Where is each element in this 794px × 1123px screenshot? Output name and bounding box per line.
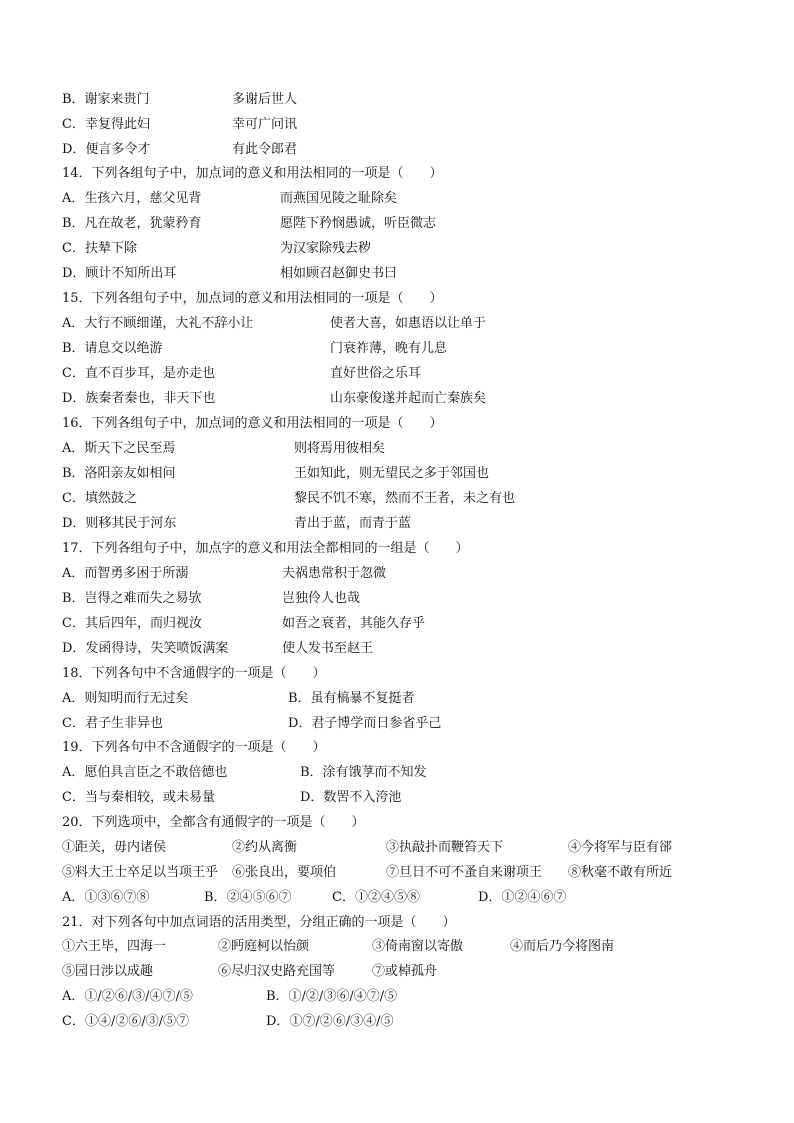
text-line xyxy=(0,512,794,536)
line-segment: 黎民不饥不寒，然而不王者，未之有也 xyxy=(294,491,516,506)
line-segment: 有此令郎君 xyxy=(232,142,298,157)
text-line xyxy=(0,985,794,1009)
line-segment: C．直不百步耳，是亦走也 xyxy=(62,366,215,381)
text-line xyxy=(0,387,794,411)
line-segment: D．便言多令才 xyxy=(62,142,151,157)
text-line xyxy=(0,886,794,910)
line-segment: 而燕国见陵之耻除矣 xyxy=(280,191,398,206)
line-segment: 15．下列各组句子中，加点词的意义和用法相同的一项是（ ） xyxy=(62,291,443,306)
line-segment: A．①③⑥⑦⑧ xyxy=(62,890,150,905)
line-segment: B．②④⑤⑥⑦ xyxy=(204,890,292,905)
text-line xyxy=(0,212,794,236)
line-segment: 王如知此，则无望民之多于邻国也 xyxy=(294,466,490,481)
line-segment: 使者大喜，如惠语以让单于 xyxy=(330,316,487,331)
line-segment: 为汉家除残去秽 xyxy=(280,241,372,256)
line-segment: ⑧秋毫不敢有所近 xyxy=(568,865,673,880)
line-segment: C．①②④⑤⑧ xyxy=(332,890,420,905)
line-segment: 16．下列各组句子中，加点词的意义和用法相同的一项是（ ） xyxy=(62,416,443,431)
text-line xyxy=(0,462,794,486)
line-segment: C．扶辇下除 xyxy=(62,241,137,256)
line-segment: B．请息交以绝游 xyxy=(62,341,163,356)
text-line xyxy=(0,312,794,336)
line-segment: ⑥张良出，要项伯 xyxy=(232,865,337,880)
line-segment: ③倚南窗以寄傲 xyxy=(372,939,464,954)
line-segment: ⑦或棹孤舟 xyxy=(372,964,438,979)
question-stem xyxy=(0,811,794,835)
line-segment: C．君子生非异也 xyxy=(62,716,163,731)
line-segment: ⑦旦日不可不蚤自来谢项王 xyxy=(386,865,543,880)
line-segment: ④而后乃今将图南 xyxy=(510,939,615,954)
question-stem xyxy=(0,662,794,686)
question-stem xyxy=(0,412,794,436)
line-segment: D．数罟不入洿池 xyxy=(300,790,402,805)
line-segment: 山东豪俊遂并起而亡秦族矣 xyxy=(330,391,487,406)
line-segment: A．则知明而行无过矣 xyxy=(62,691,189,706)
line-segment: 岂独伶人也哉 xyxy=(282,591,361,606)
line-segment: 14．下列各组句子中，加点词的意义和用法相同的一项是（ ） xyxy=(62,166,443,181)
line-segment: C．填然鼓之 xyxy=(62,491,137,506)
text-line xyxy=(0,935,794,959)
line-segment: 使人发书至赵王 xyxy=(282,641,374,656)
line-segment: B．虽有槁暴不复挺者 xyxy=(288,691,415,706)
line-segment: 幸可广问讯 xyxy=(232,117,298,132)
line-segment: A．大行不顾细谨，大礼不辞小让 xyxy=(62,316,254,331)
text-line xyxy=(0,836,794,860)
line-segment: 19．下列各句中不含通假字的一项是（ ） xyxy=(62,740,326,755)
line-segment: B．①/②/③⑥/④⑦/⑤ xyxy=(266,989,398,1004)
text-line xyxy=(0,187,794,211)
line-segment: D．发函得诗，失笑喷饭满案 xyxy=(62,641,229,656)
line-segment: ②眄庭柯以怡颜 xyxy=(218,939,310,954)
line-segment: B．岂得之难而失之易欤 xyxy=(62,591,202,606)
text-line xyxy=(0,761,794,785)
question-stem xyxy=(0,911,794,935)
line-segment: 18．下列各句中不含通假字的一项是（ ） xyxy=(62,666,326,681)
text-line xyxy=(0,88,794,112)
text-line xyxy=(0,138,794,162)
line-segment: 21．对下列各句中加点词语的活用类型，分组正确的一项是（ ） xyxy=(62,915,456,930)
line-segment: ④今将军与臣有郤 xyxy=(568,840,673,855)
line-segment: 门衰祚薄，晚有儿息 xyxy=(330,341,448,356)
text-line xyxy=(0,637,794,661)
text-line xyxy=(0,362,794,386)
line-segment: A．愿伯具言臣之不敢倍德也 xyxy=(62,765,228,780)
line-segment: 20．下列选项中，全都含有通假字的一项是（ ） xyxy=(62,815,365,830)
line-segment: ①六王毕，四海一 xyxy=(62,939,167,954)
line-segment: 愿陛下矜悯愚诚，听臣微志 xyxy=(280,216,437,231)
question-stem xyxy=(0,736,794,760)
text-line xyxy=(0,712,794,736)
line-segment: 如吾之衰者，其能久存乎 xyxy=(282,616,426,631)
text-line xyxy=(0,337,794,361)
line-segment: 青出于蓝，而青于蓝 xyxy=(294,516,412,531)
question-stem xyxy=(0,537,794,561)
question-stem xyxy=(0,162,794,186)
text-line xyxy=(0,587,794,611)
line-segment: A．生孩六月，慈父见背 xyxy=(62,191,202,206)
text-line xyxy=(0,487,794,511)
line-segment: A．斯天下之民至焉 xyxy=(62,441,176,456)
line-segment: D．①⑦/②⑥/③④/⑤ xyxy=(266,1014,394,1029)
line-segment: D．顾计不知所出耳 xyxy=(62,266,177,281)
line-segment: C．幸复得此妇 xyxy=(62,117,150,132)
line-segment: 相如顾召赵御史书曰 xyxy=(280,266,398,281)
line-segment: B．凡在故老，犹蒙矜育 xyxy=(62,216,202,231)
line-segment: ⑥尽归汉史路充国等 xyxy=(218,964,336,979)
line-segment: D．①②④⑥⑦ xyxy=(478,890,567,905)
line-segment: A．而智勇多困于所溺 xyxy=(62,566,189,581)
line-segment: 夫祸患常积于忽微 xyxy=(282,566,387,581)
line-segment: ①距关，毋内诸侯 xyxy=(62,840,167,855)
text-line xyxy=(0,612,794,636)
line-segment: ⑤料大王士卒足以当项王乎 xyxy=(62,865,219,880)
line-segment: C．当与秦相较，或未易量 xyxy=(62,790,215,805)
question-stem xyxy=(0,287,794,311)
text-line xyxy=(0,786,794,810)
text-line xyxy=(0,861,794,885)
line-segment: D．族秦者秦也，非天下也 xyxy=(62,391,216,406)
line-segment: 17．下列各组句子中，加点字的意义和用法全都相同的一组是（ ） xyxy=(62,541,469,556)
line-segment: B．涂有饿莩而不知发 xyxy=(300,765,427,780)
line-segment: D．则移其民于河东 xyxy=(62,516,177,531)
text-line xyxy=(0,237,794,261)
line-segment: A．①/②⑥/③/④⑦/⑤ xyxy=(62,989,193,1004)
text-line xyxy=(0,113,794,137)
line-segment: 多谢后世人 xyxy=(232,92,298,107)
line-segment: ②约从离衡 xyxy=(232,840,298,855)
text-line xyxy=(0,262,794,286)
line-segment: ③执敲扑而鞭笞天下 xyxy=(386,840,504,855)
line-segment: D．君子博学而日参省乎己 xyxy=(288,716,442,731)
text-line xyxy=(0,437,794,461)
text-line xyxy=(0,687,794,711)
line-segment: 则将焉用彼相矣 xyxy=(294,441,386,456)
text-line xyxy=(0,1010,794,1034)
line-segment: B．谢家来贵门 xyxy=(62,92,150,107)
line-segment: C．其后四年，而归视汝 xyxy=(62,616,202,631)
line-segment: C．①④/②⑥/③/⑤⑦ xyxy=(62,1014,190,1029)
text-line xyxy=(0,960,794,984)
text-line xyxy=(0,562,794,586)
line-segment: 直好世俗之乐耳 xyxy=(330,366,422,381)
line-segment: B．洛阳亲友如相问 xyxy=(62,466,176,481)
line-segment: ⑤园日涉以成趣 xyxy=(62,964,154,979)
